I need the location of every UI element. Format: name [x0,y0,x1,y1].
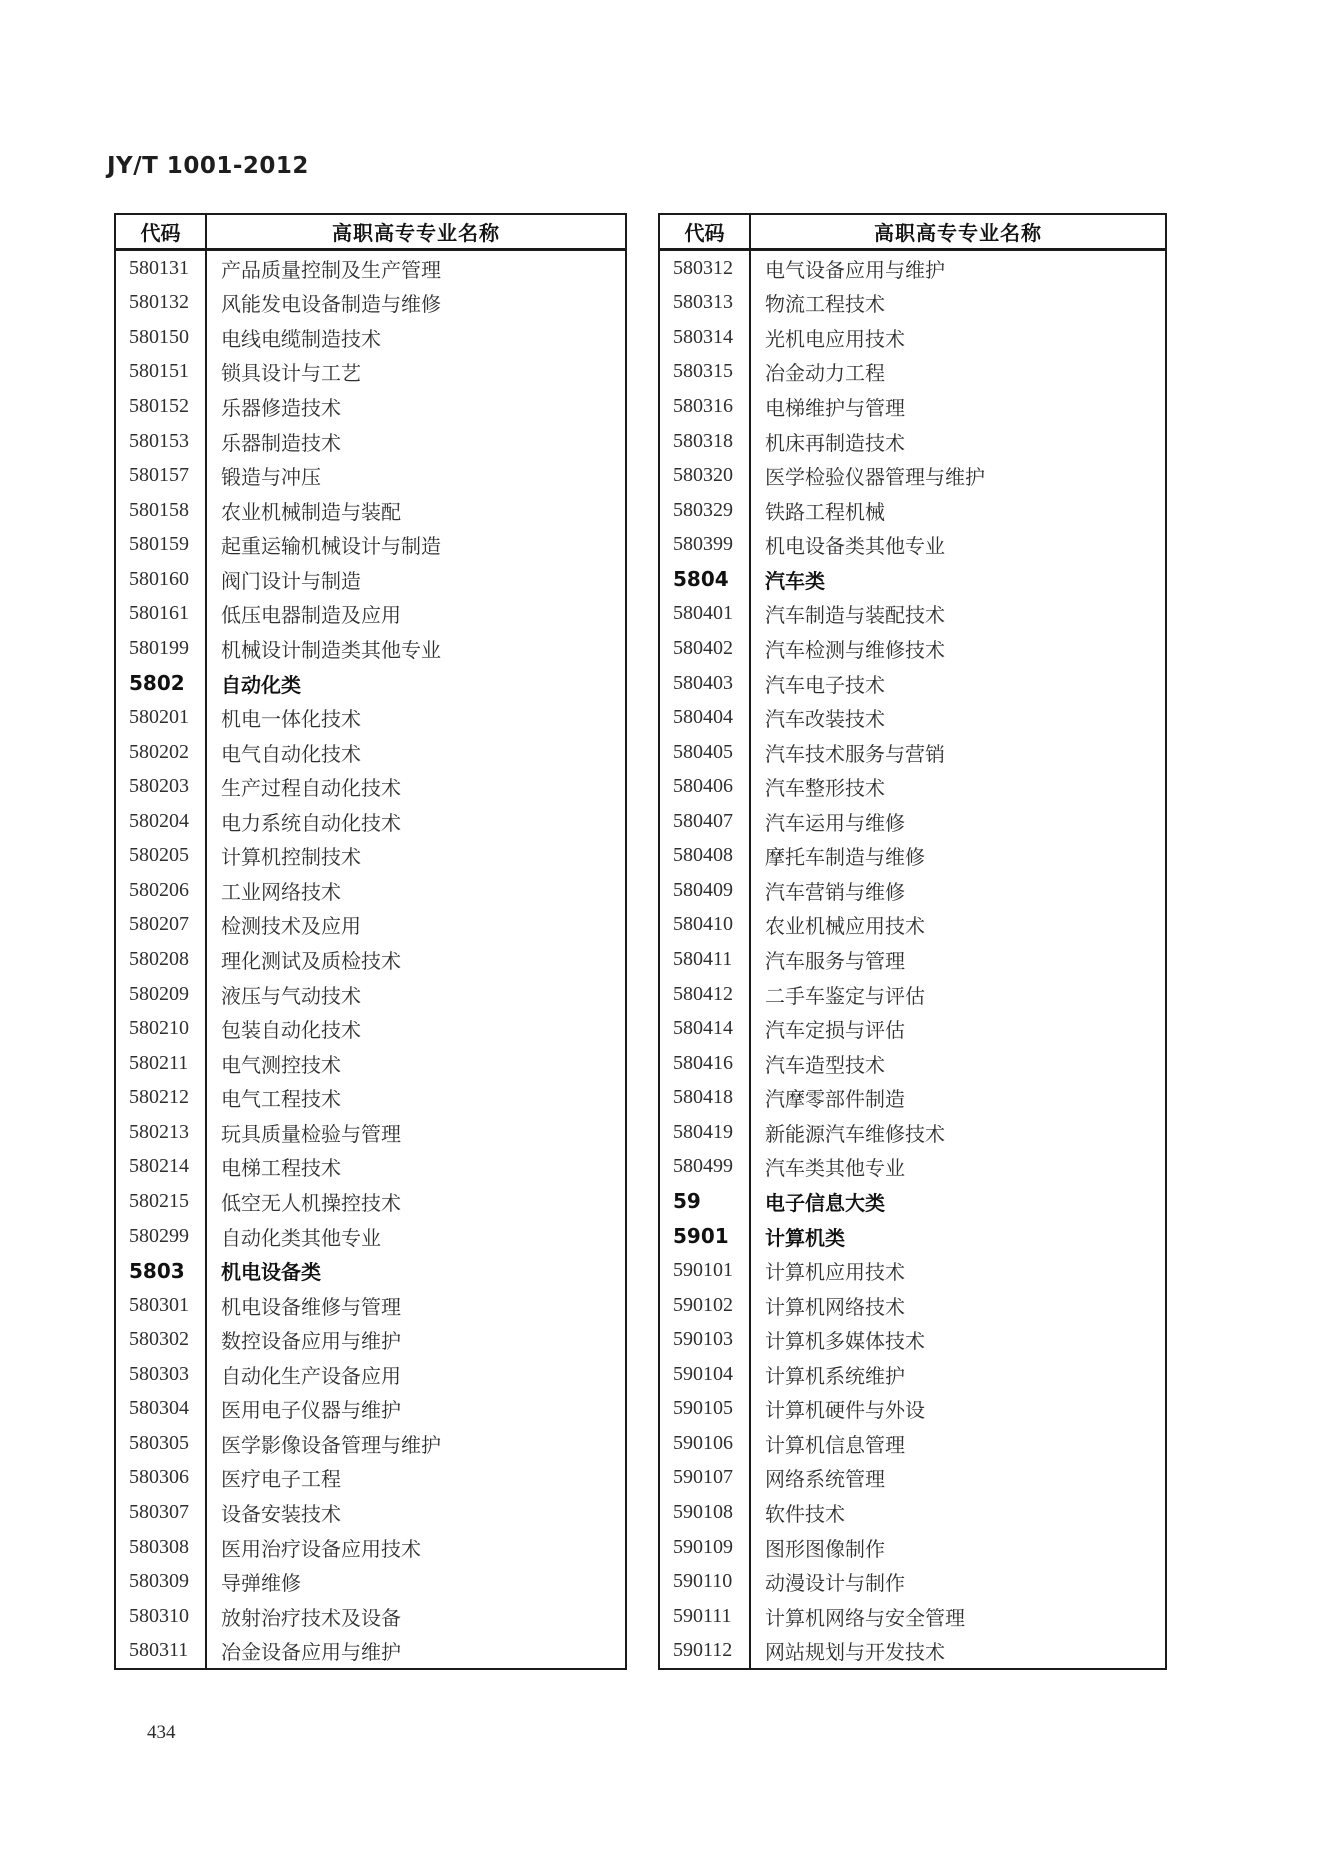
major-name-cell: 自动化类其他专业 [221,1227,381,1250]
major-code-cell: 580399 [660,528,751,563]
category-row [660,1219,1165,1254]
major-name-cell: 计算机控制技术 [221,847,361,870]
major-name-cell: 包装自动化技术 [221,1020,361,1043]
table-row [116,458,625,493]
table-row [116,1322,625,1357]
major-name-cell: 汽车定损与评估 [765,1020,905,1043]
major-code-cell: 580208 [116,942,207,977]
major-code-cell: 580315 [660,355,751,390]
major-name-cell: 机电一体化技术 [221,709,361,732]
major-name-cell: 铁路工程机械 [765,501,885,524]
major-name-cell: 网络系统管理 [765,1469,885,1492]
table-row [660,1322,1165,1357]
table-row [660,389,1165,424]
major-code-cell: 580411 [660,942,751,977]
major-name-cell: 计算机多媒体技术 [765,1331,925,1354]
major-name-cell: 机床再制造技术 [765,432,905,455]
major-name-cell: 理化测试及质检技术 [221,951,401,974]
major-name-column-header: 高职高专专业名称 [332,221,500,245]
major-name-cell: 计算机信息管理 [765,1434,905,1457]
major-code-cell: 580404 [660,700,751,735]
major-name-cell: 图形图像制作 [765,1538,885,1561]
major-code-cell: 580207 [116,908,207,943]
table-row [116,1599,625,1634]
table-row [116,804,625,839]
major-code-cell: 580410 [660,908,751,943]
major-name-cell: 冶金动力工程 [765,363,885,386]
major-code-cell: 580199 [116,631,207,666]
code-column-header: 代码 [116,215,207,248]
major-name-cell: 农业机械应用技术 [765,916,925,939]
major-name-cell: 汽车营销与维修 [765,881,905,904]
major-code-cell: 580157 [116,458,207,493]
table-row [116,251,625,286]
table-row [116,1495,625,1530]
major-name-cell: 动漫设计与制作 [765,1573,905,1596]
major-name-cell: 汽车改装技术 [765,709,885,732]
major-code-cell: 580308 [116,1530,207,1565]
major-name-cell: 机电设备类 [221,1260,321,1285]
major-name-cell: 汽车整形技术 [765,778,885,801]
major-code-cell: 580158 [116,493,207,528]
major-code-cell: 580408 [660,839,751,874]
major-name-cell: 电力系统自动化技术 [221,812,401,835]
major-name-cell: 低压电器制造及应用 [221,605,401,628]
table-row [116,1288,625,1323]
table-row [660,528,1165,563]
table-row [116,977,625,1012]
major-code-cell: 580206 [116,873,207,908]
table-row [660,1426,1165,1461]
table-row [660,839,1165,874]
major-name-cell: 阀门设计与制造 [221,570,361,593]
page-number: 434 [147,1722,176,1743]
table-row [116,908,625,943]
major-code-cell: 580151 [116,355,207,390]
table-row [660,1357,1165,1392]
major-code-cell: 590103 [660,1322,751,1357]
major-code-cell: 5802 [116,666,207,701]
table-row [660,942,1165,977]
major-code-cell: 580299 [116,1219,207,1254]
table-row [660,769,1165,804]
major-code-cell: 580318 [660,424,751,459]
major-name-cell: 机电设备维修与管理 [221,1296,401,1319]
major-name-cell: 计算机网络技术 [765,1296,905,1319]
major-code-cell: 580307 [116,1495,207,1530]
major-code-cell: 580304 [116,1392,207,1427]
major-code-cell: 580160 [116,562,207,597]
majors-table-left [114,213,627,1670]
major-name-cell: 电梯维护与管理 [765,398,905,421]
major-code-cell: 590108 [660,1495,751,1530]
table-row [116,1461,625,1496]
major-code-cell: 580306 [116,1461,207,1496]
table-row [116,1150,625,1185]
table-row [660,1392,1165,1427]
major-name-cell: 起重运输机械设计与制造 [221,536,441,559]
major-code-cell: 580310 [116,1599,207,1634]
table-row [660,1288,1165,1323]
major-name-cell: 软件技术 [765,1504,845,1527]
major-name-cell: 产品质量控制及生产管理 [221,259,441,282]
table-row [660,1253,1165,1288]
major-code-cell: 580407 [660,804,751,839]
table-row [116,1115,625,1150]
table-row [660,1634,1165,1669]
major-code-cell: 590107 [660,1461,751,1496]
table-row [116,1530,625,1565]
table-row [660,804,1165,839]
major-code-cell: 590102 [660,1288,751,1323]
major-name-cell: 汽车类其他专业 [765,1158,905,1181]
major-code-cell: 580213 [116,1115,207,1150]
major-code-cell: 580131 [116,251,207,286]
major-name-cell: 汽摩零部件制造 [765,1089,905,1112]
major-name-cell: 医疗电子工程 [221,1469,341,1492]
major-name-cell: 低空无人机操控技术 [221,1192,401,1215]
major-name-cell: 农业机械制造与装配 [221,501,401,524]
major-name-cell: 玩具质量检验与管理 [221,1123,401,1146]
table-row [116,597,625,632]
table-row [116,1634,625,1669]
major-code-cell: 580316 [660,389,751,424]
major-name-cell: 医学影像设备管理与维护 [221,1434,441,1457]
table-row [660,1495,1165,1530]
major-name-cell: 汽车类 [765,568,825,593]
major-code-cell: 5901 [660,1219,751,1254]
table-row [660,355,1165,390]
table-row [660,735,1165,770]
major-code-cell: 580201 [116,700,207,735]
table-row [660,1046,1165,1081]
major-code-cell: 580311 [116,1634,207,1669]
major-code-cell: 590104 [660,1357,751,1392]
major-code-cell: 580409 [660,873,751,908]
major-name-cell: 锻造与冲压 [221,467,321,490]
table-row [116,1357,625,1392]
table-body [660,251,1165,1668]
table-row [660,1530,1165,1565]
table-row [116,700,625,735]
major-code-cell: 580416 [660,1046,751,1081]
major-name-cell: 网站规划与开发技术 [765,1642,945,1665]
major-name-cell: 计算机网络与安全管理 [765,1607,965,1630]
table-row [660,1150,1165,1185]
majors-table-right [658,213,1167,1670]
major-name-cell: 二手车鉴定与评估 [765,985,925,1008]
major-name-cell: 工业网络技术 [221,881,341,904]
major-code-cell: 580403 [660,666,751,701]
major-code-cell: 580402 [660,631,751,666]
major-name-cell: 电气测控技术 [221,1054,341,1077]
major-name-cell: 电气设备应用与维护 [765,259,945,282]
major-name-cell: 乐器修造技术 [221,398,341,421]
table-row [660,1011,1165,1046]
major-code-cell: 590112 [660,1634,751,1669]
table-row [660,1081,1165,1116]
major-code-cell: 580305 [116,1426,207,1461]
major-name-cell: 数控设备应用与维护 [221,1331,401,1354]
category-row [660,1184,1165,1219]
major-code-cell: 580412 [660,977,751,1012]
table-row [660,458,1165,493]
major-code-cell: 580418 [660,1081,751,1116]
major-code-cell: 580214 [116,1150,207,1185]
table-row [660,908,1165,943]
table-row [116,839,625,874]
major-name-cell: 汽车电子技术 [765,674,885,697]
major-name-cell: 检测技术及应用 [221,916,361,939]
major-name-cell: 放射治疗技术及设备 [221,1607,401,1630]
major-name-cell: 汽车服务与管理 [765,951,905,974]
table-row [116,424,625,459]
table-row [116,1219,625,1254]
major-name-cell: 汽车检测与维修技术 [765,639,945,662]
code-column-header: 代码 [660,215,751,248]
major-name-cell: 物流工程技术 [765,294,885,317]
major-name-cell: 电气工程技术 [221,1089,341,1112]
major-code-cell: 580153 [116,424,207,459]
table-row [116,1184,625,1219]
table-row [660,424,1165,459]
table-row [660,493,1165,528]
major-code-cell: 580161 [116,597,207,632]
table-row [116,389,625,424]
table-row [660,597,1165,632]
major-name-cell: 锁具设计与工艺 [221,363,361,386]
major-code-cell: 580209 [116,977,207,1012]
table-row [116,493,625,528]
major-name-cell: 摩托车制造与维修 [765,847,925,870]
table-row [116,942,625,977]
major-code-cell: 59 [660,1184,751,1219]
table-row [116,355,625,390]
table-row [116,1426,625,1461]
category-row [116,666,625,701]
major-code-cell: 580313 [660,286,751,321]
major-name-column-header: 高职高专专业名称 [874,221,1042,245]
table-header-row [660,215,1165,251]
major-name-cell: 计算机类 [765,1225,845,1250]
major-code-cell: 580414 [660,1011,751,1046]
major-name-cell: 电梯工程技术 [221,1158,341,1181]
major-code-cell: 580150 [116,320,207,355]
table-row [116,631,625,666]
table-row [116,528,625,563]
table-body [116,251,625,1668]
major-code-cell: 580210 [116,1011,207,1046]
major-name-cell: 导弹维修 [221,1573,301,1596]
major-name-cell: 医学检验仪器管理与维护 [765,467,985,490]
table-row [116,320,625,355]
table-row [660,1564,1165,1599]
major-code-cell: 580303 [116,1357,207,1392]
table-row [660,251,1165,286]
table-row [660,666,1165,701]
category-row [660,562,1165,597]
major-name-cell: 计算机系统维护 [765,1365,905,1388]
major-code-cell: 590111 [660,1599,751,1634]
major-code-cell: 580132 [116,286,207,321]
major-code-cell: 580211 [116,1046,207,1081]
major-code-cell: 580405 [660,735,751,770]
major-code-cell: 5803 [116,1253,207,1288]
category-row [116,1253,625,1288]
table-row [660,977,1165,1012]
major-code-cell: 580320 [660,458,751,493]
major-code-cell: 580329 [660,493,751,528]
major-name-cell: 冶金设备应用与维护 [221,1642,401,1665]
standard-number-heading: JY/T 1001-2012 [107,153,309,179]
major-code-cell: 580152 [116,389,207,424]
major-code-cell: 580202 [116,735,207,770]
major-code-cell: 590105 [660,1392,751,1427]
table-row [116,1046,625,1081]
table-row [116,1392,625,1427]
major-name-cell: 医用治疗设备应用技术 [221,1538,421,1561]
major-name-cell: 电线电缆制造技术 [221,328,381,351]
major-code-cell: 590109 [660,1530,751,1565]
major-name-cell: 乐器制造技术 [221,432,341,455]
major-name-cell: 风能发电设备制造与维修 [221,294,441,317]
table-header-row [116,215,625,251]
table-row [116,1011,625,1046]
table-row [660,1115,1165,1150]
major-code-cell: 580401 [660,597,751,632]
major-code-cell: 580301 [116,1288,207,1323]
major-code-cell: 5804 [660,562,751,597]
major-code-cell: 580212 [116,1081,207,1116]
major-name-cell: 电气自动化技术 [221,743,361,766]
major-name-cell: 机电设备类其他专业 [765,536,945,559]
table-row [660,631,1165,666]
major-code-cell: 580204 [116,804,207,839]
major-code-cell: 590110 [660,1564,751,1599]
major-name-cell: 设备安装技术 [221,1504,341,1527]
table-row [116,1564,625,1599]
major-code-cell: 580312 [660,251,751,286]
major-name-cell: 新能源汽车维修技术 [765,1123,945,1146]
table-row [116,735,625,770]
major-name-cell: 生产过程自动化技术 [221,778,401,801]
major-code-cell: 580406 [660,769,751,804]
major-name-cell: 光机电应用技术 [765,328,905,351]
major-code-cell: 580159 [116,528,207,563]
major-code-cell: 580499 [660,1150,751,1185]
table-row [116,562,625,597]
table-row [116,769,625,804]
table-row [660,286,1165,321]
major-name-cell: 液压与气动技术 [221,985,361,1008]
major-code-cell: 580205 [116,839,207,874]
table-row [116,286,625,321]
major-name-cell: 机械设计制造类其他专业 [221,639,441,662]
table-row [660,873,1165,908]
major-name-cell: 汽车运用与维修 [765,812,905,835]
major-name-cell: 汽车技术服务与营销 [765,743,945,766]
major-name-cell: 自动化生产设备应用 [221,1365,401,1388]
table-row [660,1599,1165,1634]
major-code-cell: 580215 [116,1184,207,1219]
table-row [660,1461,1165,1496]
major-name-cell: 电子信息大类 [765,1190,885,1215]
major-code-cell: 590101 [660,1253,751,1288]
major-name-cell: 计算机硬件与外设 [765,1400,925,1423]
table-row [116,873,625,908]
table-row [116,1081,625,1116]
major-code-cell: 580309 [116,1564,207,1599]
major-code-cell: 580314 [660,320,751,355]
major-name-cell: 汽车造型技术 [765,1054,885,1077]
major-code-cell: 580203 [116,769,207,804]
major-code-cell: 580302 [116,1322,207,1357]
major-name-cell: 计算机应用技术 [765,1262,905,1285]
major-name-cell: 自动化类 [221,672,301,697]
major-name-cell: 医用电子仪器与维护 [221,1400,401,1423]
major-code-cell: 580419 [660,1115,751,1150]
table-row [660,320,1165,355]
major-name-cell: 汽车制造与装配技术 [765,605,945,628]
major-code-cell: 590106 [660,1426,751,1461]
table-row [660,700,1165,735]
